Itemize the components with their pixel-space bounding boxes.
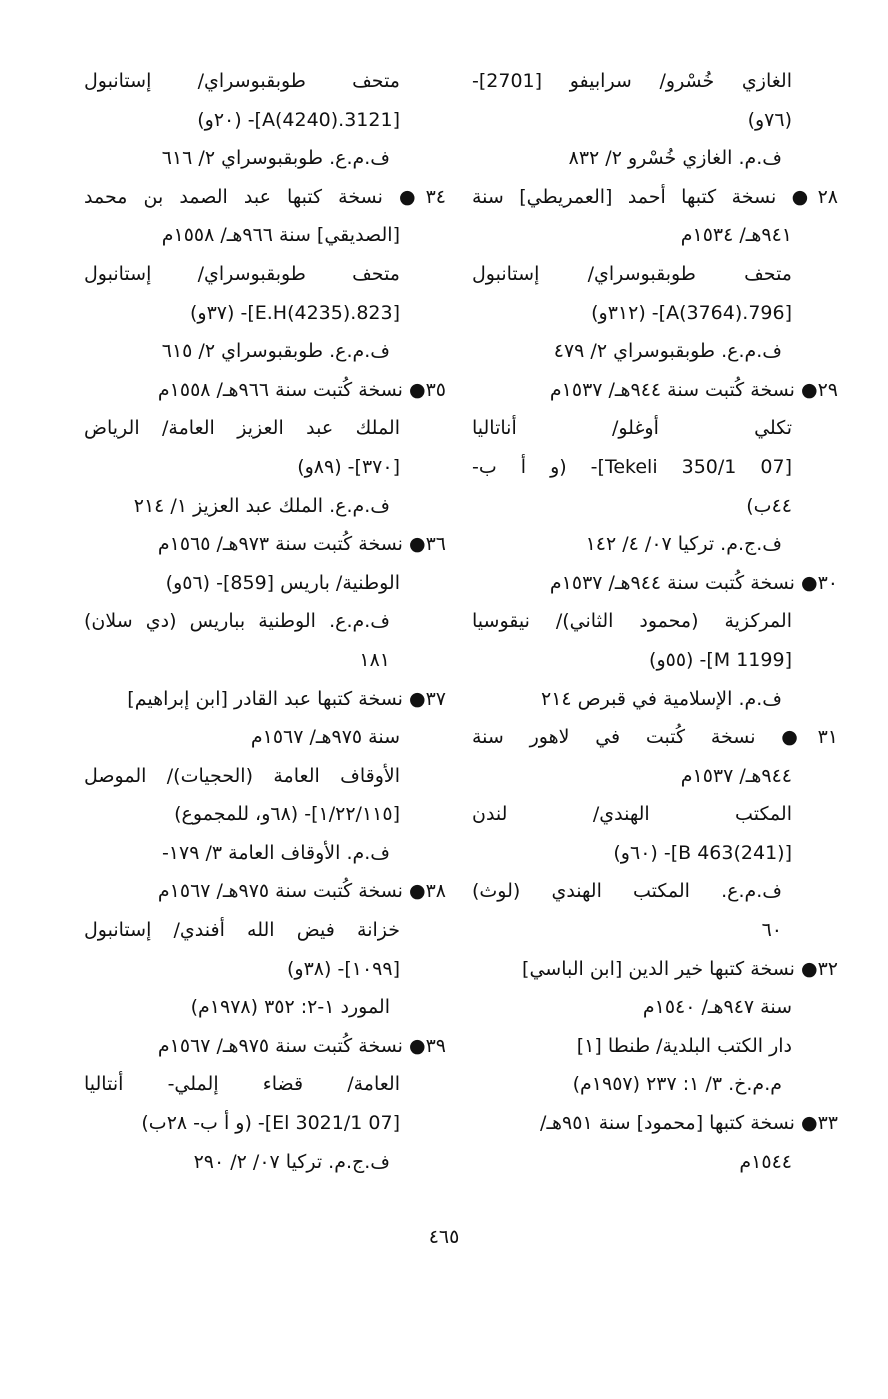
right-column-line: دار الكتب البلدية/ طنطا [١] <box>576 1034 792 1057</box>
left-column-line: [الصديقي] سنة ٩٦٦هـ/ ١٥٥٨م <box>161 224 400 247</box>
right-column-line: [796.A(3764)]- (٣١٢و) <box>591 301 792 324</box>
right-column-line: [B 463(241)]- (٦٠و) <box>613 841 792 864</box>
left-column-line: ٣٦● نسخة كُتبت سنة ٩٧٣هـ/ ١٥٦٥م <box>157 533 446 556</box>
right-column-line: تكلي أوغلو/ أناتاليا <box>472 417 792 440</box>
left-column-line: [823.E.H(4235)]- (٣٧و) <box>190 301 400 324</box>
right-column-line: ٩٤١هـ/ ١٥٣٤م <box>680 224 792 247</box>
right-column-line: [07 Tekeli 350/1]- (و أ ب- <box>472 455 793 478</box>
right-column-line: ٣٢● نسخة كتبها خير الدين [ابن الباسي] <box>522 957 838 980</box>
left-column-line: العامة/ قضاء إلملي- أنتاليا <box>84 1073 400 1096</box>
right-column-line: ٢٨● نسخة كتبها أحمد [العمريطي] سنة <box>472 185 838 208</box>
right-column-line: ف.م. الغازي خُسْرو ٢/ ٨٣٢ <box>568 147 782 170</box>
right-column-line: ف.م.ع. المكتب الهندي (لوث) <box>472 880 782 903</box>
right-column-line: ١٥٤٤م <box>739 1150 792 1173</box>
left-column-line: متحف طوبقبوسراي/ إستانبول <box>84 262 400 285</box>
left-column-line: [١٠٩٩]- (٣٨و) <box>287 957 400 980</box>
left-column-line: خزانة فيض الله أفندي/ إستانبول <box>84 919 400 942</box>
left-column <box>84 62 446 1181</box>
left-column-line: [3121.A(4240)]- (٢٠و) <box>197 108 400 131</box>
right-column-line: المكتب الهندي/ لندن <box>472 803 792 826</box>
left-column-line: ف.م.ع. الوطنية بباريس (دي سلان) <box>84 610 390 633</box>
left-column-line: ٣٨● نسخة كُتبت سنة ٩٧٥هـ/ ١٥٦٧م <box>157 880 446 903</box>
right-column-line: ٩٤٤هـ/ ١٥٣٧م <box>680 764 792 787</box>
left-column-line: ٣٧● نسخة كتبها عبد القادر [ابن إبراهيم] <box>127 687 446 710</box>
right-column-line: [M 1199]- (٥٥و) <box>649 648 792 671</box>
right-column-line: سنة ٩٤٧هـ/ ١٥٤٠م <box>642 996 792 1019</box>
right-column-line: (٧٦و) <box>747 108 792 131</box>
right-column-line: الغازي خُسْرو/ سرابيفو [2701]- <box>472 70 792 92</box>
right-column-line: ف.م. الإسلامية في قبرص ٢١٤ <box>541 687 782 710</box>
right-column-line: متحف طوبقبوسراي/ إستانبول <box>472 262 792 285</box>
left-column-line: [١/٢٢/١١٥]- (٦٨و، للمجموع) <box>174 803 400 826</box>
right-column-line: ٣٣● نسخة كتبها [محمود] سنة ٩٥١هـ/ <box>540 1112 838 1135</box>
left-column-line: متحف طوبقبوسراي/ إستانبول <box>84 70 400 92</box>
right-column-line: ٣٠● نسخة كُتبت سنة ٩٤٤هـ/ ١٥٣٧م <box>549 571 838 594</box>
right-column <box>472 62 838 1181</box>
right-column-line: ف.م.ع. طوبقبوسراي ٢/ ٤٧٩ <box>553 340 782 363</box>
right-column-line: م.م.خ. ٣/ ١: ٢٣٧ (١٩٥٧م) <box>572 1073 782 1096</box>
right-column-line: ٣١● نسخة كُتبت في لاهور سنة <box>472 726 838 749</box>
left-column-line: سنة ٩٧٥هـ/ ١٥٦٧م <box>250 726 400 749</box>
left-column-line: ف.م. الأوقاف العامة ٣/ ١٧٩- <box>161 841 390 864</box>
page-number: ٤٦٥ <box>428 1226 460 1248</box>
left-column-line: ف.م.ع. طوبقبوسراي ٢/ ٦١٦ <box>161 147 390 170</box>
left-column-line: الأوقاف العامة (الحجيات)/ الموصل <box>84 764 400 787</box>
right-column-line: المركزية (محمود الثاني)/ نيقوسيا <box>472 610 792 633</box>
right-column-line: ٤٤ب) <box>746 494 792 517</box>
left-column-line: الملك عبد العزيز العامة/ الرياض <box>84 417 400 440</box>
left-column-line: ٣٤● نسخة كتبها عبد الصمد بن محمد <box>84 185 446 208</box>
right-column-line: ٢٩● نسخة كُتبت سنة ٩٤٤هـ/ ١٥٣٧م <box>549 378 838 401</box>
right-column-line: ف.ج.م. تركيا ٠٧/ ٤/ ١٤٢ <box>585 533 782 556</box>
left-column-line: ١٨١ <box>359 648 390 671</box>
left-column-line: ٣٥● نسخة كُتبت سنة ٩٦٦هـ/ ١٥٥٨م <box>157 378 446 401</box>
right-column-line: ٦٠ <box>761 919 782 942</box>
left-column-line: الوطنية/ باريس [859]- (٥٦و) <box>165 571 400 594</box>
left-column-line: ف.ج.م. تركيا ٠٧/ ٢/ ٢٩٠ <box>193 1150 390 1173</box>
left-column-line: المورد ١-٢: ٣٥٢ (١٩٧٨م) <box>190 996 390 1019</box>
left-column-line: [٣٧٠]- (٨٩و) <box>297 455 400 478</box>
left-column-line: ف.م.ع. الملك عبد العزيز ١/ ٢١٤ <box>133 494 390 517</box>
left-column-line: [07 El 3021/1]- (و أ ب- ٢٨ب) <box>141 1112 400 1135</box>
left-column-line: ٣٩● نسخة كُتبت سنة ٩٧٥هـ/ ١٥٦٧م <box>157 1034 446 1057</box>
left-column-line: ف.م.ع. طوبقبوسراي ٢/ ٦١٥ <box>161 340 390 363</box>
